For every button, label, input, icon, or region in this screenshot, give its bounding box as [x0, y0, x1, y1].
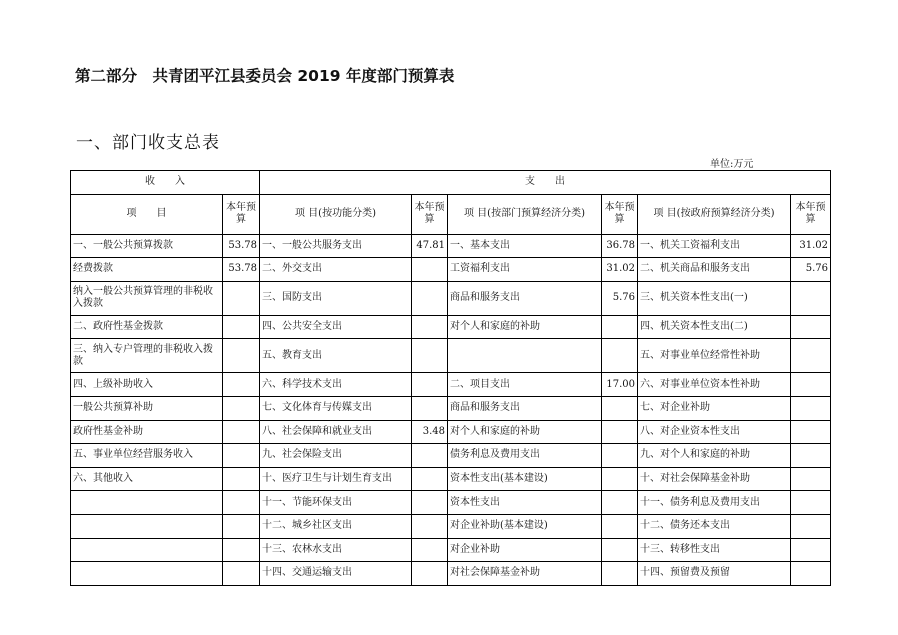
dept-header: 项 目(按部门预算经济分类)	[448, 194, 602, 234]
dept-item: 二、项目支出	[448, 373, 602, 397]
gov-amount: 5.76	[791, 258, 831, 282]
income-header: 收 入	[71, 171, 260, 195]
income-item: 二、政府性基金拨款	[71, 315, 223, 339]
function-amount	[412, 315, 448, 339]
function-item: 九、社会保险支出	[260, 444, 412, 468]
function-item: 七、文化体育与传媒支出	[260, 396, 412, 420]
dept-amount	[602, 491, 638, 515]
gov-item: 十二、债务还本支出	[638, 514, 791, 538]
gov-amount	[791, 396, 831, 420]
function-amount	[412, 562, 448, 586]
income-amount	[223, 339, 260, 373]
dept-amount	[602, 444, 638, 468]
income-item	[71, 514, 223, 538]
gov-item: 十四、预留费及预留	[638, 562, 791, 586]
dept-amount	[602, 420, 638, 444]
table-row	[71, 315, 831, 339]
function-item: 六、科学技术支出	[260, 373, 412, 397]
table-row	[71, 444, 831, 468]
amount-header: 本年预算	[791, 194, 831, 234]
income-amount	[223, 281, 260, 315]
gov-item: 九、对个人和家庭的补助	[638, 444, 791, 468]
amount-header: 本年预算	[223, 194, 260, 234]
income-amount	[223, 562, 260, 586]
table-row	[71, 514, 831, 538]
header-row-1	[71, 171, 831, 195]
income-amount	[223, 538, 260, 562]
income-amount	[223, 467, 260, 491]
table-row	[71, 339, 831, 373]
function-amount	[412, 281, 448, 315]
gov-item: 十一、债务利息及费用支出	[638, 491, 791, 515]
table-row	[71, 258, 831, 282]
function-header: 项 目(按功能分类)	[260, 194, 412, 234]
gov-amount	[791, 420, 831, 444]
dept-amount	[602, 396, 638, 420]
table-row	[71, 538, 831, 562]
unit-label: 单位:万元	[710, 159, 754, 170]
function-amount	[412, 467, 448, 491]
gov-amount	[791, 315, 831, 339]
function-item: 十、医疗卫生与计划生育支出	[260, 467, 412, 491]
function-item: 三、国防支出	[260, 281, 412, 315]
function-amount	[412, 373, 448, 397]
function-item: 二、外交支出	[260, 258, 412, 282]
dept-item: 对个人和家庭的补助	[448, 315, 602, 339]
function-item: 八、社会保障和就业支出	[260, 420, 412, 444]
item-header: 项 目	[71, 194, 223, 234]
function-amount	[412, 491, 448, 515]
table-row	[71, 281, 831, 315]
gov-amount	[791, 514, 831, 538]
dept-amount	[602, 315, 638, 339]
dept-item: 对社会保障基金补助	[448, 562, 602, 586]
table-row	[71, 467, 831, 491]
dept-amount	[602, 467, 638, 491]
gov-item: 十、对社会保障基金补助	[638, 467, 791, 491]
dept-item: 一、基本支出	[448, 234, 602, 258]
dept-amount	[602, 339, 638, 373]
gov-amount	[791, 281, 831, 315]
income-amount	[223, 491, 260, 515]
function-amount	[412, 538, 448, 562]
dept-item: 债务利息及费用支出	[448, 444, 602, 468]
dept-amount	[602, 538, 638, 562]
gov-amount	[791, 538, 831, 562]
amount-header: 本年预算	[412, 194, 448, 234]
income-amount	[223, 514, 260, 538]
function-item: 四、公共安全支出	[260, 315, 412, 339]
function-item: 十一、节能环保支出	[260, 491, 412, 515]
expense-header: 支 出	[260, 171, 831, 195]
function-amount	[412, 339, 448, 373]
dept-amount	[602, 514, 638, 538]
gov-amount	[791, 339, 831, 373]
table-row	[71, 491, 831, 515]
function-item: 十二、城乡社区支出	[260, 514, 412, 538]
dept-item: 商品和服务支出	[448, 396, 602, 420]
income-item: 三、纳入专户管理的非税收入拨款	[71, 339, 223, 373]
dept-amount: 17.00	[602, 373, 638, 397]
dept-item: 工资福利支出	[448, 258, 602, 282]
function-item: 十三、农林水支出	[260, 538, 412, 562]
function-amount: 47.81	[412, 234, 448, 258]
income-item	[71, 491, 223, 515]
income-amount: 53.78	[223, 234, 260, 258]
gov-header: 项 目(按政府预算经济分类)	[638, 194, 791, 234]
gov-item: 一、机关工资福利支出	[638, 234, 791, 258]
income-item	[71, 538, 223, 562]
gov-item: 二、机关商品和服务支出	[638, 258, 791, 282]
function-amount	[412, 258, 448, 282]
income-amount	[223, 396, 260, 420]
gov-item: 八、对企业资本性支出	[638, 420, 791, 444]
dept-item: 资本性支出	[448, 491, 602, 515]
gov-item: 七、对企业补助	[638, 396, 791, 420]
function-item: 一、一般公共服务支出	[260, 234, 412, 258]
dept-amount: 36.78	[602, 234, 638, 258]
dept-item: 对企业补助	[448, 538, 602, 562]
gov-item: 四、机关资本性支出(二)	[638, 315, 791, 339]
gov-amount	[791, 467, 831, 491]
table-row	[71, 562, 831, 586]
section-title: 一、部门收支总表	[76, 133, 220, 153]
gov-item: 六、对事业单位资本性补助	[638, 373, 791, 397]
income-item: 六、其他收入	[71, 467, 223, 491]
dept-item: 对个人和家庭的补助	[448, 420, 602, 444]
income-amount: 53.78	[223, 258, 260, 282]
dept-item: 商品和服务支出	[448, 281, 602, 315]
income-item: 政府性基金补助	[71, 420, 223, 444]
gov-amount: 31.02	[791, 234, 831, 258]
gov-amount	[791, 373, 831, 397]
amount-header: 本年预算	[602, 194, 638, 234]
header-row-2	[71, 194, 831, 234]
table-row	[71, 420, 831, 444]
income-amount	[223, 315, 260, 339]
income-item: 一、一般公共预算拨款	[71, 234, 223, 258]
income-item: 纳入一般公共预算管理的非税收入拨款	[71, 281, 223, 315]
income-item	[71, 562, 223, 586]
table-row	[71, 373, 831, 397]
dept-item: 资本性支出(基本建设)	[448, 467, 602, 491]
income-amount	[223, 420, 260, 444]
dept-item: 对企业补助(基本建设)	[448, 514, 602, 538]
dept-amount: 31.02	[602, 258, 638, 282]
income-item: 一般公共预算补助	[71, 396, 223, 420]
function-amount	[412, 514, 448, 538]
dept-item	[448, 339, 602, 373]
page-title: 第二部分 共青团平江县委员会 2019 年度部门预算表	[75, 67, 455, 85]
table-row	[71, 234, 831, 258]
gov-item: 十三、转移性支出	[638, 538, 791, 562]
dept-amount: 5.76	[602, 281, 638, 315]
income-item: 经费拨款	[71, 258, 223, 282]
income-amount	[223, 373, 260, 397]
gov-amount	[791, 491, 831, 515]
function-amount	[412, 444, 448, 468]
function-amount	[412, 396, 448, 420]
gov-item: 三、机关资本性支出(一)	[638, 281, 791, 315]
function-item: 十四、交通运输支出	[260, 562, 412, 586]
income-item: 四、上级补助收入	[71, 373, 223, 397]
table-row	[71, 396, 831, 420]
income-amount	[223, 444, 260, 468]
dept-amount	[602, 562, 638, 586]
function-amount: 3.48	[412, 420, 448, 444]
income-item: 五、事业单位经营服务收入	[71, 444, 223, 468]
gov-amount	[791, 562, 831, 586]
function-item: 五、教育支出	[260, 339, 412, 373]
gov-item: 五、对事业单位经常性补助	[638, 339, 791, 373]
gov-amount	[791, 444, 831, 468]
budget-table	[70, 170, 831, 586]
